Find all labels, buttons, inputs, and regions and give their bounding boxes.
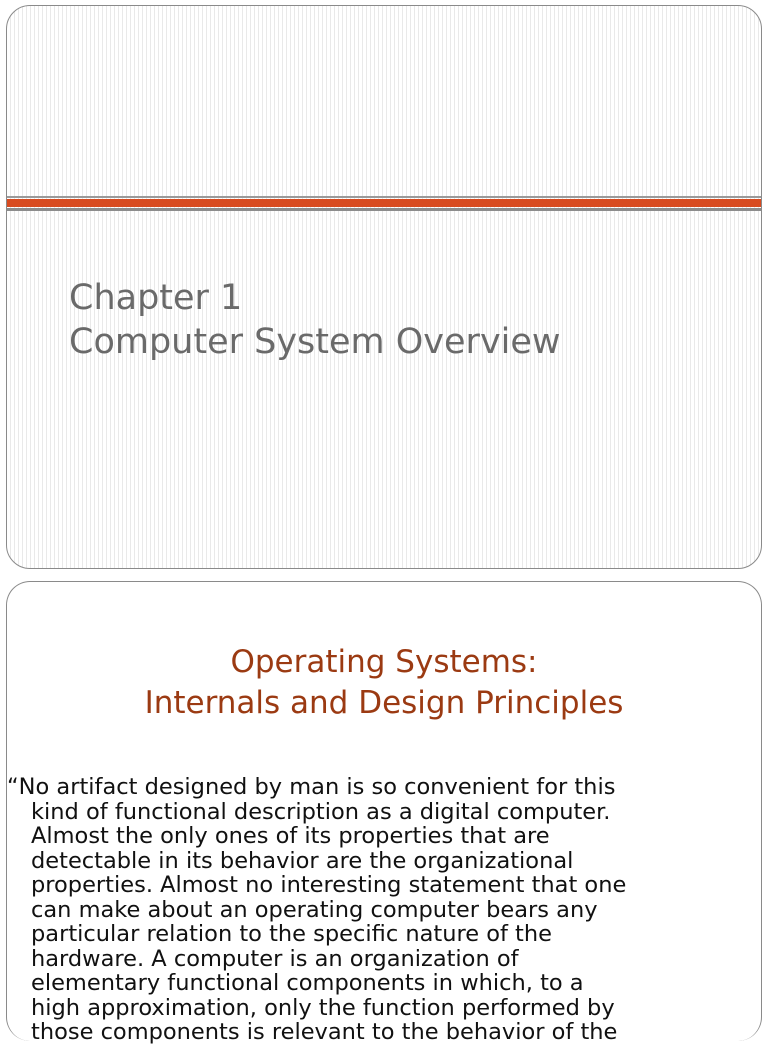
quote-line: hardware. A computer is an organization of: [31, 945, 519, 972]
quote-line: can make about an operating computer bears any: [31, 896, 598, 923]
divider-bottom-rule: [7, 208, 761, 211]
quote-line: detectable in its behavior are the organizational: [31, 847, 574, 874]
heading-line-2: Internals and Design Principles: [144, 685, 624, 721]
quote-slide: [6, 581, 762, 1045]
quote-line: those components is relevant to the behavior of the: [31, 1019, 618, 1045]
title-subject: Computer System Overview: [69, 322, 561, 362]
book-heading: [7, 642, 761, 724]
quote-text: [7, 775, 737, 1045]
divider-orange-rule: [7, 199, 761, 207]
quote-line: Almost the only ones of its properties that are: [31, 823, 550, 849]
title-chapter: Chapter 1: [69, 278, 243, 318]
slide-title: [69, 276, 561, 364]
title-slide: [6, 5, 762, 569]
divider-top-rule: [7, 196, 761, 198]
quote-line: particular relation to the specific nature of the: [31, 921, 552, 947]
accent-divider: [7, 196, 761, 212]
quote-line: high approximation, only the function performed by: [31, 994, 615, 1021]
quote-line: properties. Almost no interesting statement that one: [31, 872, 627, 898]
quote-line: kind of functional description as a digital computer.: [31, 798, 611, 825]
heading-line-1: Operating Systems:: [230, 644, 538, 680]
quote-line: elementary functional components in which, to a: [31, 970, 584, 996]
quote-line: “No artifact designed by man is so convenient for this: [7, 774, 616, 800]
